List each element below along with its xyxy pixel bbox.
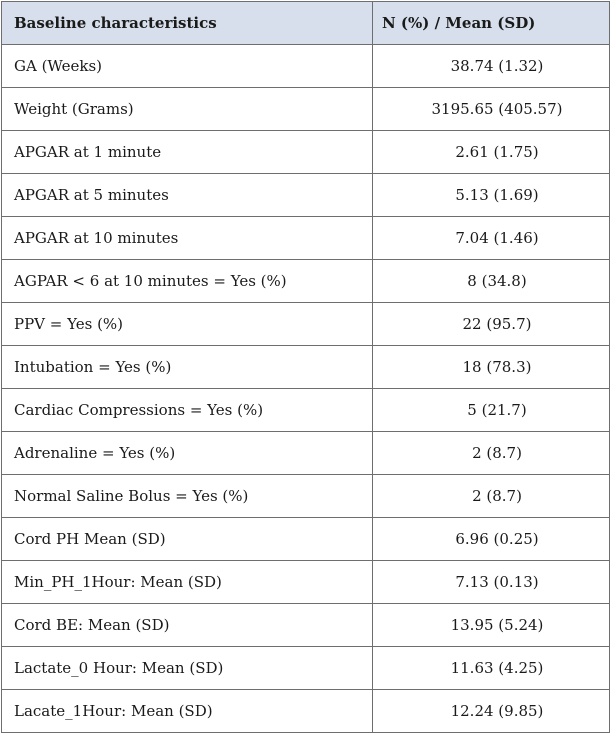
row-value: 6.96 (0.25) bbox=[373, 518, 610, 561]
baseline-characteristics-table bbox=[1, 1, 610, 733]
table-row bbox=[2, 303, 610, 346]
row-label: Cord BE: Mean (SD) bbox=[2, 604, 373, 647]
row-label: Cardiac Compressions = Yes (%) bbox=[2, 389, 373, 432]
table-row bbox=[2, 475, 610, 518]
table-row bbox=[2, 346, 610, 389]
row-value: 13.95 (5.24) bbox=[373, 604, 610, 647]
row-value: 7.04 (1.46) bbox=[373, 217, 610, 260]
row-label: PPV = Yes (%) bbox=[2, 303, 373, 346]
row-label: Intubation = Yes (%) bbox=[2, 346, 373, 389]
row-value: 8 (34.8) bbox=[373, 260, 610, 303]
table-row bbox=[2, 88, 610, 131]
table-row bbox=[2, 561, 610, 604]
table-row bbox=[2, 690, 610, 733]
row-value: 2 (8.7) bbox=[373, 475, 610, 518]
table-row bbox=[2, 174, 610, 217]
row-label: AGPAR < 6 at 10 minutes = Yes (%) bbox=[2, 260, 373, 303]
table-body bbox=[2, 45, 610, 733]
header-baseline-characteristics: Baseline characteristics bbox=[2, 2, 373, 45]
table-row bbox=[2, 260, 610, 303]
table-row bbox=[2, 432, 610, 475]
table-row bbox=[2, 389, 610, 432]
row-label: Normal Saline Bolus = Yes (%) bbox=[2, 475, 373, 518]
row-value: 2 (8.7) bbox=[373, 432, 610, 475]
table-row bbox=[2, 518, 610, 561]
row-value: 38.74 (1.32) bbox=[373, 45, 610, 88]
table-header bbox=[2, 2, 610, 45]
row-value: 2.61 (1.75) bbox=[373, 131, 610, 174]
row-value: 5 (21.7) bbox=[373, 389, 610, 432]
header-n-percent-mean-sd: N (%) / Mean (SD) bbox=[373, 2, 610, 45]
row-value: 22 (95.7) bbox=[373, 303, 610, 346]
table-row bbox=[2, 604, 610, 647]
table-row bbox=[2, 217, 610, 260]
row-label: GA (Weeks) bbox=[2, 45, 373, 88]
row-label: Weight (Grams) bbox=[2, 88, 373, 131]
row-value: 18 (78.3) bbox=[373, 346, 610, 389]
row-label: APGAR at 1 minute bbox=[2, 131, 373, 174]
row-value: 11.63 (4.25) bbox=[373, 647, 610, 690]
row-label: Cord PH Mean (SD) bbox=[2, 518, 373, 561]
row-value: 3195.65 (405.57) bbox=[373, 88, 610, 131]
row-label: APGAR at 10 minutes bbox=[2, 217, 373, 260]
row-value: 7.13 (0.13) bbox=[373, 561, 610, 604]
row-label: Adrenaline = Yes (%) bbox=[2, 432, 373, 475]
row-value: 12.24 (9.85) bbox=[373, 690, 610, 733]
row-label: Min_PH_1Hour: Mean (SD) bbox=[2, 561, 373, 604]
row-value: 5.13 (1.69) bbox=[373, 174, 610, 217]
table-row bbox=[2, 45, 610, 88]
row-label: Lacate_1Hour: Mean (SD) bbox=[2, 690, 373, 733]
row-label: APGAR at 5 minutes bbox=[2, 174, 373, 217]
header-row bbox=[2, 2, 610, 45]
table-row bbox=[2, 131, 610, 174]
table-row bbox=[2, 647, 610, 690]
row-label: Lactate_0 Hour: Mean (SD) bbox=[2, 647, 373, 690]
